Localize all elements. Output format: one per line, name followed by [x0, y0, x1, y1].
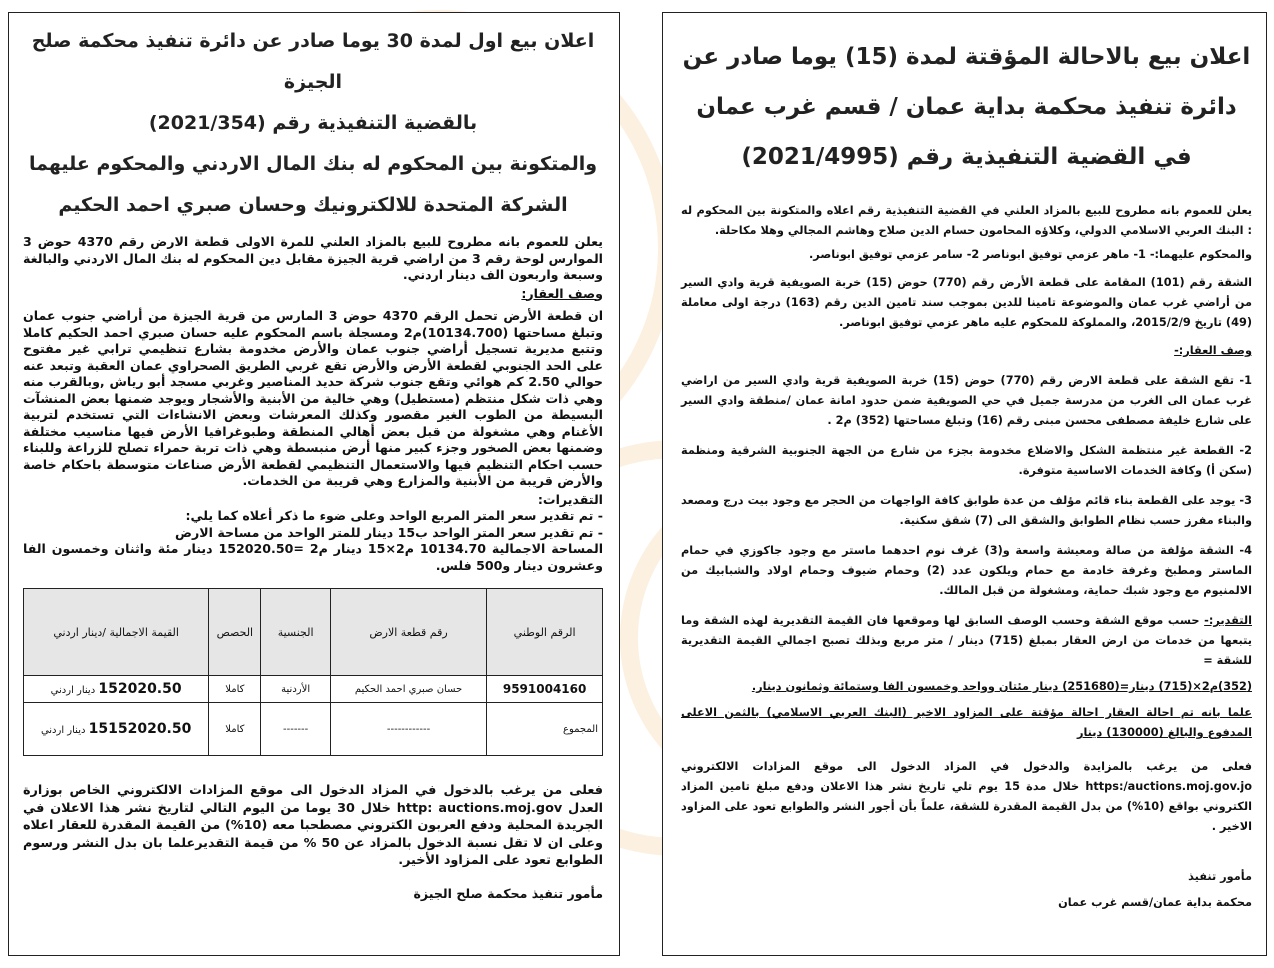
estimate-line-2: - تم تقدير سعر المتر الواحد ب15 دينار للمتر الواحد من مساحة الارض [175, 524, 603, 540]
table-total-row [24, 703, 603, 756]
col-total-value: القيمة الاجمالية /دينار اردني [24, 589, 209, 676]
valuation-title: التقدير:- [1204, 614, 1252, 627]
cell-national-id: 9591004160 [487, 676, 603, 703]
intro-paragraph: يعلن للعموم بانه مطروح للبيع بالمزاد العلني للمرة الاولى قطعة الارض رقم 4370 حوض 3 الموارس لوحة رقم 3 من اراضي قرية الجيزة مقابل دين المحكوم له بنك المال الاردني والبالغة وسبعة واربعون الف دينار اردني. [23, 234, 603, 282]
grand-total-currency: دينار اردني [40, 725, 86, 736]
grand-total-amount: 15152020.50 [88, 721, 192, 737]
property-description-title: وصف العقار: [521, 285, 603, 301]
headline-line-2: دائرة تنفيذ محكمة بداية عمان / قسم غرب عمان [696, 94, 1237, 120]
headline-line-4: الشركة المتحدة للالكترونيك وحسان صبري احمد الحكيم [58, 194, 568, 216]
valuation-text: حسب موقع الشقة وحسب الوصف السابق لها وموقعها فان القيمة التقديرية لهذه الشقة وما يتبعها من خدمات من ارض العقار بمبلغ (715) دينار / متر مربع وبذلك تصبح اجمالي القيمة التقديرية للشقة = [681, 614, 1252, 667]
headline-line-3: في القضية التنفيذية رقم (2021/4995) [741, 144, 1192, 170]
cell-total-value [24, 676, 209, 703]
provisional-award-notice: علما بانه تم احالة العقار احالة مؤقتة على المزاود الاخير (البنك العربي الاسلامي) بالثمن الاعلى المدفوع والبالغ (130000) دينار [681, 706, 1252, 739]
valuation-paragraph [681, 611, 1252, 671]
cell-grand-total [24, 703, 209, 756]
table-header-row [24, 589, 603, 676]
cell-dash-1: ------------ [330, 703, 486, 756]
headline-line-3: والمتكونة بين المحكوم له بنك المال الاردني والمحكوم عليهما [28, 153, 598, 175]
defendants: والمحكوم عليهما:- 1- ماهر عزمي توفيق ابوناصر 2- سامر عزمي توفيق ابوناصر. [809, 248, 1252, 261]
estimate-line-3: المساحة الاجمالية 10134.70 م2×15 دينار م2 =152020.50 دينار مئة واثنان وخمسون الفا وعشرون دينار و500 فلس. [23, 541, 604, 573]
headline-line-1: اعلان بيع بالاحالة المؤقتة لمدة (15) يوما صادر عن [682, 44, 1251, 70]
signature-title: مأمور تنفيذ [1188, 870, 1252, 883]
headline-line-1: اعلان بيع اول لمدة 30 يوما صادر عن دائرة تنفيذ محكمة صلح الجيزة [31, 30, 595, 93]
cell-dash-2: ------- [261, 703, 330, 756]
announcement-giza-court [8, 12, 620, 956]
description-item-2: 2- القطعة غير منتظمة الشكل والاضلاع مخدومة بجزء من شارع من الجهة الجنوبية الشرقية ومنظمة (سكن أ) وكافة الخدمات الاساسية متوفرة. [681, 444, 1252, 477]
announcement-amman-court [662, 12, 1267, 956]
property-description-title: وصف العقار:- [1174, 344, 1252, 357]
col-shares: الحصص [209, 589, 261, 676]
estimates-title: التقديرات: [537, 491, 603, 507]
currency-label: دينار اردني [50, 685, 96, 696]
signature-court: محكمة بداية عمان/قسم غرب عمان [1058, 896, 1252, 909]
table-row [24, 676, 603, 703]
cell-shares: كاملا [209, 676, 261, 703]
sale-table [23, 588, 603, 756]
description-item-1: 1- تقع الشقة على قطعة الارض رقم (770) حوض (15) خربة الصويفية قرية وادي السير من اراضي غرب عمان الى الغرب من مدرسة جميل في حي الصويفية ضمن حدود امانة عمان /منطقة وادي السير على شارع خليفة مصطفى محسن مبنى رقم (16) وتبلغ مساحتها (352) م2 . [681, 374, 1252, 427]
property-description: ان قطعة الأرض تحمل الرقم 4370 حوض 3 المارس من قرية الجيزة من أراضي جنوب عمان وتبلغ مساحتها (10134.700)م2 ومسجلة باسم المحكوم عليه حسان صبري احمد الحكيم كاملا وتتبع مديرية تسجيل أراضي جنوب عمان والأرض مخدومة بشارع تنظيمي ترابي غير مفتوح على الحد الجنوبي لقطعة الأرض والأرض تقع غربي الطريق الصحراوي عمان العقبة وتبعد عنه حوالي 2.50 كم هوائي وتقع جنوب شركة حديد المناصير وغربي مسجد أبو رياش ,وبالقرب منه وهي ذات شكل منتظم (مستطيل) وهي خالية من الأبنية والأشجار ويوجد ضمنها بعض المنشآت البسيطة من الطوب الغير مقصور وكذلك المعرشات وبعض الانشاءات التي تستخدم لتربية الأغنام وهي مشغولة من قبل بعض أهالي المنطقة وطبوغرافيا الأرض فيها مناسيب مختلفة وضمنها بعض الصخور وجزء كبير منها أرض منبسطة وهي ذات تربة حمراء تصلح للزراعة وللبناء حسب احكام التنظيم فيها والاستعمال التنظيمي لقطعة الأرض صناعات متوسطة باحكام خاصة والأرض قريبة من الأبنية والمزارع وهي قريبة من الخدمات. [23, 308, 604, 488]
valuation-calculation: (352)م2×(715) دينار=(251680) دينار مئتان وواحد وخمسون الفا وستمائة وثمانون دينار. [751, 680, 1252, 693]
description-item-3: 3- يوجد على القطعة بناء قائم مؤلف من عدة طوابق كافة الواجهات من الحجر مع وجود بيت درج ومصعد والبناء مفرز حسب نظام الطوابق والشقق الى (7) شقق سكنية. [681, 494, 1252, 527]
col-nationality: الجنسية [261, 589, 330, 676]
signature: مأمور تنفيذ محكمة صلح الجيزة [413, 885, 603, 901]
cell-owner-name: حسان صبري احمد الحكيم [330, 676, 486, 703]
closing-paragraph: فعلى من يرغب بالدخول في المزاد الدخول الى موقع المزادات الالكتروني الخاص بوزارة العدل http: auctions.moj.gov خلال 30 يوما من اليوم التالي لتاريخ نشر هذا الاعلان في الجريدة المحلية ودفع العربون الكتروني مصطحبا معه (10%) من القيمة المقدرة للعقار اعلاه وعلى ان لا تقل نسبة الدخول بالمزاد عن 50 % من قيمة التقديرعلما بان بدل النشر ورسوم الطوابع تعود على المزاود الأخير. [23, 783, 604, 868]
closing-paragraph: فعلى من يرغب بالمزايدة والدخول في المزاد الدخول الى موقع المزادات الالكتروني https:/auctions.moj.gov.jo خلال مدة 15 يوم تلي تاريخ نشر هذا الاعلان ودفع مبلغ تامين المزاد الكتروني بواقع (10%) من بدل القيمة المقدرة للشقة، علماً بأن أجور النشر والطوابع تعود على المزاود الاخير . [681, 760, 1253, 833]
cell-total-shares: كاملا [209, 703, 261, 756]
estimate-line-1: - تم تقدير سعر المتر المربع الواحد وعلى ضوء ما ذكر أعلاه كما يلي: [185, 508, 603, 523]
col-national-id: الرقم الوطني [487, 589, 603, 676]
apartment-paragraph: الشقة رقم (101) المقامة على قطعة الأرض رقم (770) حوض (15) خربة الصويفية قرية وادي السير من أراضي غرب عمان والموضوعة تامينا للدين بموجب سند تامين الدين رقم (163) درجة اولى معاملة (49) تاريخ 2015/2/9، والمملوكة للمحكوم عليه ماهر عزمي توفيق ابوناصر. [681, 276, 1253, 329]
total-amount: 152020.50 [98, 681, 182, 697]
col-land-number: رقم قطعة الارض [330, 589, 486, 676]
cell-nationality: الأردنية [261, 676, 330, 703]
headline-line-2: بالقضية التنفيذية رقم (2021/354) [148, 112, 478, 134]
cell-total-label: المجموع [487, 703, 603, 756]
intro-paragraph: يعلن للعموم بانه مطروح للبيع بالمزاد العلني في القضية التنفيذية رقم اعلاه والمتكونة بين المحكوم له : البنك العربي الاسلامي الدولي، وكلاؤه المحامون حسام الدين صلاح وهاشم المجالي وهلا مكاحلة. [681, 204, 1252, 237]
description-item-4: 4- الشقة مؤلفة من صالة ومعيشة واسعة و(3) غرف نوم احدهما ماستر مع وجود جاكوزي في حمام الماستر ومطبخ وغرفة خادمة مع حمام ويلكون عدد (2) وحمام ضيوف وحمام اولاد والشبابيك من الالمنيوم مع وجود شبك حماية، ومشغولة من قبل المالك. [681, 544, 1252, 597]
